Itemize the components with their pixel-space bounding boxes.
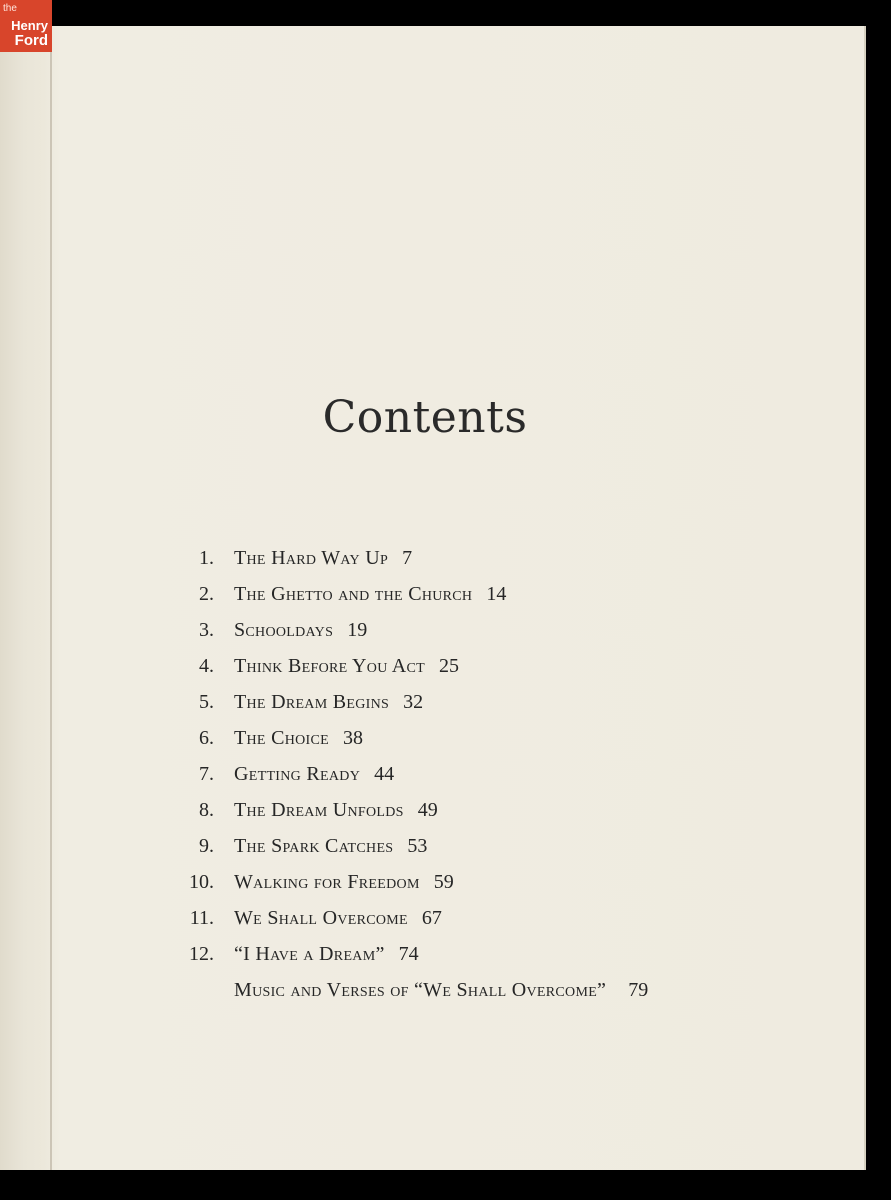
toc-title: The Spark Catches	[234, 835, 394, 857]
henry-ford-logo	[0, 0, 52, 52]
toc-entry	[176, 612, 776, 648]
toc-number: 2.	[199, 583, 214, 605]
page-gutter	[50, 26, 52, 1170]
toc-entry	[176, 792, 776, 828]
toc-page: 67	[421, 907, 442, 929]
toc-entry	[176, 576, 776, 612]
toc-title: We Shall Overcome	[234, 907, 408, 929]
toc-number: 8.	[199, 799, 214, 821]
toc-page: 74	[398, 943, 419, 965]
toc-entry	[176, 936, 776, 972]
toc-entry	[176, 828, 776, 864]
toc-title: The Dream Begins	[234, 691, 390, 713]
toc-number: 9.	[199, 835, 214, 857]
toc-title: Music and Verses of “We Shall Overcome”	[234, 979, 607, 1001]
toc-title: The Ghetto and the Church	[234, 583, 473, 605]
toc-number: 5.	[199, 691, 214, 713]
toc-title: Walking for Freedom	[234, 871, 420, 893]
toc-entry	[176, 648, 776, 684]
logo-ford: Ford	[14, 32, 48, 49]
toc-title: The Choice	[234, 727, 329, 749]
toc-entry	[176, 756, 776, 792]
logo-the: the	[3, 3, 17, 14]
toc-title: Schooldays	[234, 619, 334, 641]
toc-number: 4.	[199, 655, 214, 677]
toc-entry-appendix	[176, 972, 776, 1008]
toc-title: Getting Ready	[234, 763, 361, 785]
toc-number: 6.	[199, 727, 214, 749]
toc-page: 32	[403, 691, 424, 713]
toc-number: 1.	[199, 547, 214, 569]
toc-entry	[176, 540, 776, 576]
toc-page: 53	[407, 835, 428, 857]
toc-page: 19	[347, 619, 368, 641]
toc-page: 44	[374, 763, 395, 785]
toc-number: 11.	[189, 907, 214, 929]
page-title: Contents	[322, 392, 528, 443]
toc-entry	[176, 900, 776, 936]
toc-title: The Hard Way Up	[234, 547, 389, 569]
toc-page: 38	[343, 727, 363, 749]
toc-title: The Dream Unfolds	[234, 799, 404, 821]
toc-page: 14	[486, 583, 507, 605]
toc-number: 12.	[189, 943, 214, 965]
toc-entry	[176, 684, 776, 720]
table-of-contents	[176, 540, 776, 1008]
toc-page: 7	[402, 547, 413, 569]
toc-number: 7.	[199, 763, 214, 785]
toc-page: 59	[433, 871, 454, 893]
toc-page: 79	[628, 979, 649, 1001]
toc-entry	[176, 864, 776, 900]
toc-number: 10.	[189, 871, 214, 893]
toc-entry	[176, 720, 776, 756]
toc-number: 3.	[199, 619, 214, 641]
toc-title: “I Have a Dream”	[234, 943, 385, 965]
toc-title: Think Before You Act	[234, 655, 426, 677]
toc-page: 49	[417, 799, 438, 821]
toc-page: 25	[439, 655, 460, 677]
logo-henry: Henry	[11, 18, 48, 33]
